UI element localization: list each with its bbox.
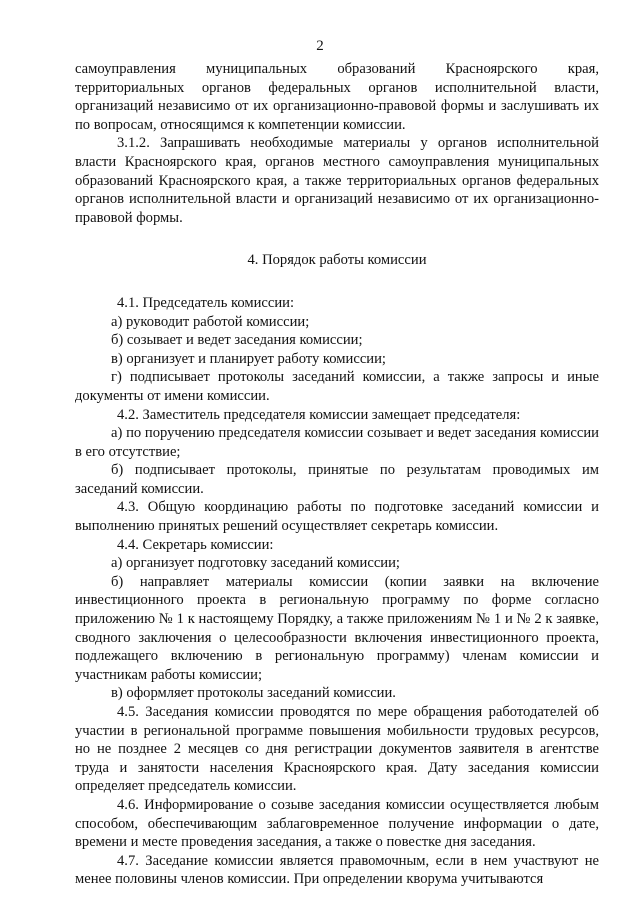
paragraph-4-2: 4.2. Заместитель председателя комиссии замещает председателя:	[117, 406, 521, 423]
paragraph-4-4-c: в) оформляет протоколы заседаний комиссии.	[111, 685, 396, 702]
paragraph-4-7: 4.7. Заседание комиссии является правомочным, если в нем участвуют не менее половины членов комиссии. При определении кворума учитываются	[75, 852, 599, 888]
paragraph-4-2-b: б) подписывает протоколы, принятые по результатам проводимых им заседаний комиссии.	[75, 462, 599, 497]
page-number: 2	[316, 38, 324, 54]
paragraph-4-5: 4.5. Заседания комиссии проводятся по мере обращения работодателей об участии в региональной программе повышения мобильности трудовых ресурсов, но не позднее 2 месяцев со дня регистрации документов заявителя в агентстве труда и занятости населения Красноярского края. Дату заседания комиссии определяет председатель комиссии.	[75, 704, 599, 795]
paragraph-4-4-a: а) организует подготовку заседаний комиссии;	[111, 555, 400, 572]
paragraph-3-1-2: 3.1.2. Запрашивать необходимые материалы у органов исполнительной власти Красноярского края, органов местного самоуправления муниципальных образований Красноярского края, а также территориальных органов федеральных органов исполнительной власти и организаций независимо от их организационно-правовой формы.	[75, 135, 599, 226]
paragraph-4-1-a: а) руководит работой комиссии;	[111, 313, 310, 330]
paragraph-4-1: 4.1. Председатель комиссии:	[117, 294, 295, 311]
paragraph-4-6: 4.6. Информирование о созыве заседания комиссии осуществляется любым способом, обеспечивающим заблаговременное получение информации о дате, времени и месте проведения заседания, а также о повестке дня заседания.	[75, 796, 599, 851]
paragraph-4-1-b: б) созывает и ведет заседания комиссии;	[111, 332, 363, 349]
section-heading-4: 4. Порядок работы комиссии	[247, 252, 427, 269]
paragraph-4-4-b: б) направляет материалы комиссии (копии заявки на включение инвестиционного проекта в региональную программу по форме согласно приложению № 1 к настоящему Порядку, а также приложениям № 1 и № 2 к заявке, сводного заключения о целесообразности включения инвестиционного проекта, подлежащего включению в региональную программу) членам комиссии и участникам работы комиссии;	[75, 573, 599, 683]
paragraph-continuation: самоуправления муниципальных образований Красноярского края, территориальных органов федеральных органов исполнительной власти, организаций независимо от их организационно-правовой формы и заслушивать их по вопросам, относящимся к компетенции комиссии.	[75, 61, 599, 133]
document-body	[75, 60, 599, 889]
paragraph-4-1-c: в) организует и планирует работу комиссии;	[111, 350, 386, 367]
paragraph-4-3: 4.3. Общую координацию работы по подготовке заседаний комиссии и выполнению принятых решений осуществляет секретарь комиссии.	[75, 499, 599, 535]
paragraph-4-4: 4.4. Секретарь комиссии:	[117, 536, 274, 553]
paragraph-4-1-d: г) подписывает протоколы заседаний комиссии, а также запросы и иные документы от имени комиссии.	[75, 369, 599, 404]
paragraph-4-2-a: а) по поручению председателя комиссии созывает и ведет заседания комиссии в его отсутствие;	[75, 425, 599, 460]
